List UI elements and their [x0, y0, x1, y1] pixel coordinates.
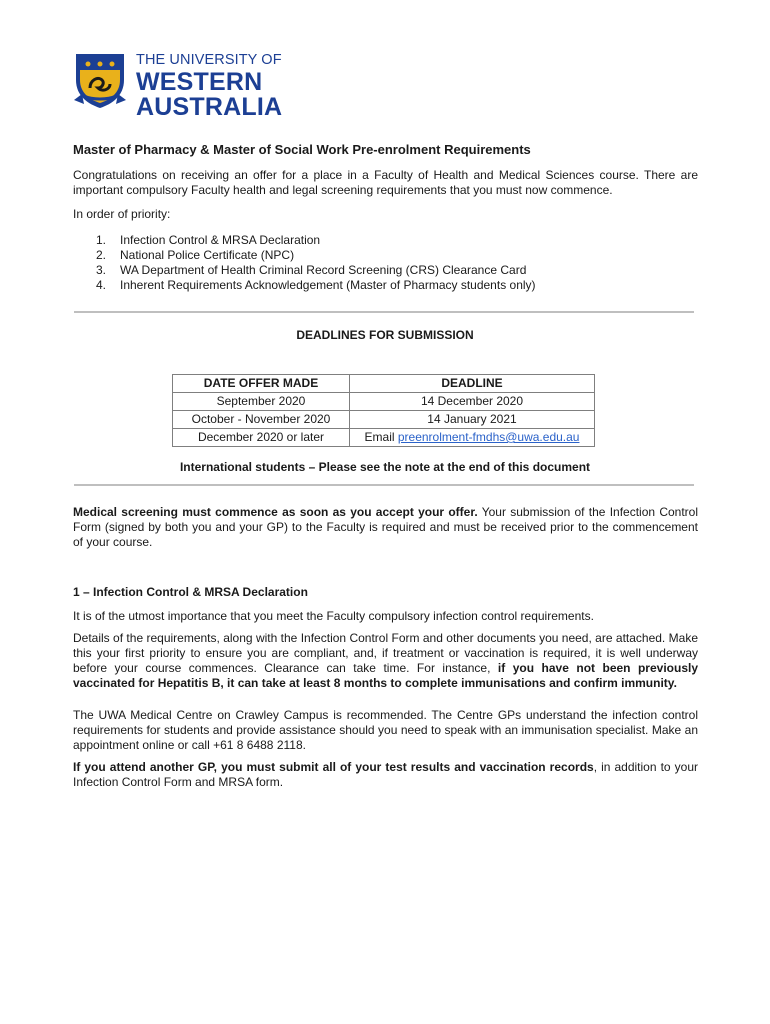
table-row [173, 393, 595, 411]
email-link[interactable]: preenrolment-fmdhs@uwa.edu.au [397, 430, 580, 444]
priority-label: In order of priority: [73, 207, 171, 221]
screening-paragraph [73, 505, 698, 550]
deadline-cell: 14 January 2021 [350, 411, 595, 429]
table-row [173, 429, 595, 447]
details-text: Details of the requirements, along with the Infection Control Form and other documents you need, are attached. Make this your first priority to ensure you are compliant, and, if treatment or vaccination is required, it is well underway before your course commences. Clearance can take time. For instance, [73, 631, 698, 675]
date-cell: December 2020 or later [173, 429, 350, 447]
priority-list [96, 233, 536, 293]
list-item-number: 4. [96, 278, 107, 292]
deadline-cell: 14 December 2020 [350, 393, 595, 411]
table-row [173, 411, 595, 429]
international-students-note: International students – Please see the note at the end of this document [179, 460, 591, 474]
divider [74, 311, 694, 313]
table-header-row [173, 375, 595, 393]
divider [74, 484, 694, 486]
utmost-paragraph: It is of the utmost importance that you meet the Faculty compulsory infection control requirements. [73, 609, 594, 623]
list-item-number: 2. [96, 248, 107, 262]
list-item-number: 3. [96, 263, 107, 277]
list-item [96, 263, 536, 278]
screening-text: Your submission of the Infection Control Form (signed by both you and your GP) to the Faculty is required and must be received prior to the commencement of your course. [73, 505, 699, 549]
logo-text-line1: THE UNIVERSITY OF [136, 52, 282, 68]
details-bold-text: if you have not been previously vaccinated for Hepatitis B, it can take at least 8 months to complete immunisations and confirm immunity. [73, 661, 698, 690]
another-gp-bold-text: If you attend another GP, you must submit all of your test results and vaccination records [73, 760, 594, 774]
university-crest-icon [72, 50, 128, 110]
logo-text-line3: AUSTRALIA [136, 92, 283, 121]
screening-bold-text: Medical screening must commence as soon as you accept your offer. [73, 505, 478, 519]
date-cell: September 2020 [173, 393, 350, 411]
another-gp-text: , in addition to your Infection Control Form and MRSA form. [73, 760, 698, 789]
list-item-text: National Police Certificate (NPC) [120, 248, 295, 262]
deadlines-heading: DEADLINES FOR SUBMISSION [296, 328, 474, 342]
column-header-deadline: DEADLINE [350, 375, 595, 393]
list-item-text: Inherent Requirements Acknowledgement (Master of Pharmacy students only) [120, 278, 536, 292]
deadline-cell [350, 429, 595, 447]
intro-paragraph: Congratulations on receiving an offer for a place in a Faculty of Health and Medical Sciences course. There are important compulsory Faculty health and legal screening requirements that you must now commence. [73, 168, 698, 197]
university-logo [72, 50, 282, 120]
list-item-number: 1. [96, 233, 107, 247]
list-item [96, 278, 536, 293]
details-paragraph [73, 631, 698, 691]
another-gp-paragraph [73, 760, 698, 790]
section-heading-infection-control: 1 – Infection Control & MRSA Declaration [73, 585, 308, 599]
document-title: Master of Pharmacy & Master of Social Work Pre-enrolment Requirements [73, 142, 531, 157]
date-cell: October - November 2020 [173, 411, 350, 429]
logo-text-line2: WESTERN [136, 67, 263, 96]
email-prefix: Email [364, 430, 398, 444]
list-item [96, 248, 536, 263]
deadlines-table [172, 374, 595, 447]
list-item [96, 233, 536, 248]
list-item-text: WA Department of Health Criminal Record Screening (CRS) Clearance Card [120, 263, 527, 277]
list-item-text: Infection Control & MRSA Declaration [120, 233, 321, 247]
column-header-date: DATE OFFER MADE [173, 375, 350, 393]
medical-centre-paragraph: The UWA Medical Centre on Crawley Campus is recommended. The Centre GPs understand the infection control requirements for students and provide assistance should you need to speak with an immunisation specialist. Make an appointment online or call +61 8 6488 2118. [73, 708, 698, 752]
